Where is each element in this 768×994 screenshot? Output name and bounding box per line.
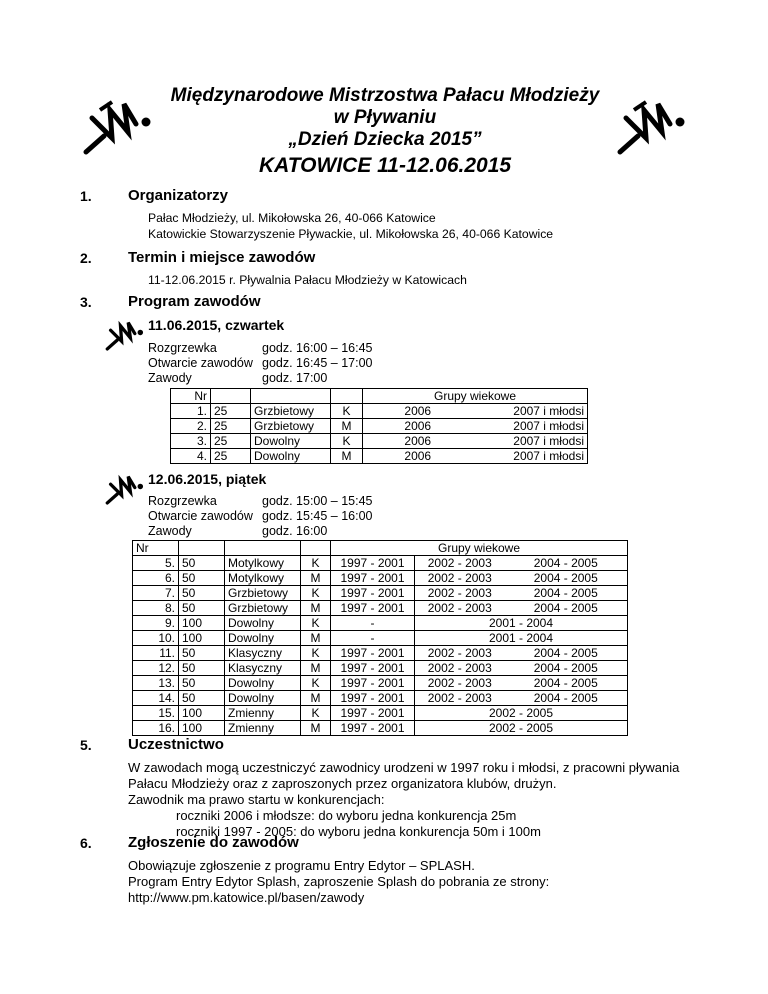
- cell-group: 2004 - 2005: [505, 661, 628, 676]
- cell-group: 2004 - 2005: [505, 601, 628, 616]
- cell-group: -: [331, 616, 415, 631]
- table-row: [171, 449, 588, 464]
- cell-sex: K: [331, 434, 363, 449]
- cell-sex: K: [301, 586, 331, 601]
- schedule-label: Otwarcie zawodów: [148, 356, 253, 370]
- cell-group: 1997 - 2001: [331, 571, 415, 586]
- cell-style: Dowolny: [225, 691, 301, 706]
- entry-line-2: Program Entry Edytor Splash, zaproszenie Splash do pobrania ze strony:: [128, 874, 550, 889]
- venue-line: 11-12.06.2015 r. Pływalnia Pałacu Młodzieży w Katowicach: [148, 273, 467, 287]
- cell-group: 1997 - 2001: [331, 661, 415, 676]
- cell-sex: M: [331, 449, 363, 464]
- section-2-title: Termin i miejsce zawodów: [128, 249, 316, 266]
- section-5-title: Uczestnictwo: [128, 736, 224, 753]
- cell-group: 2006: [363, 419, 473, 434]
- participation-line-4: roczniki 2006 i młodsze: do wyboru jedna konkurencja 25m: [176, 808, 517, 823]
- cell-nr: 15.: [133, 706, 179, 721]
- cell-group: 2006: [363, 434, 473, 449]
- cell-distance: 100: [179, 631, 225, 646]
- cell-nr: 4.: [171, 449, 211, 464]
- table-row: [133, 631, 628, 646]
- cell-sex: M: [301, 721, 331, 736]
- cell-group: 2006: [363, 449, 473, 464]
- cell-distance: 100: [179, 616, 225, 631]
- cell-style: Klasyczny: [225, 661, 301, 676]
- cell-group: 2004 - 2005: [505, 676, 628, 691]
- cell-sex: K: [301, 616, 331, 631]
- cell-group: 1997 - 2001: [331, 721, 415, 736]
- cell-group: 2002 - 2003: [415, 601, 505, 616]
- schedule-time: godz. 16:00: [262, 524, 328, 538]
- participation-line-3: Zawodnik ma prawo startu w konkurencjach:: [128, 792, 385, 807]
- table-row: [133, 616, 628, 631]
- cell-nr: 5.: [133, 556, 179, 571]
- cell-sex: K: [301, 556, 331, 571]
- cell-group: 2006: [363, 404, 473, 419]
- entry-link[interactable]: http://www.pm.katowice.pl/basen/zawody: [128, 890, 365, 905]
- schedule-label: Rozgrzewka: [148, 341, 217, 355]
- title-line-3: „Dzień Dziecka 2015”: [288, 129, 482, 150]
- day-1-schedule: [148, 341, 373, 386]
- cell-style: Klasyczny: [225, 646, 301, 661]
- cell-distance: 25: [211, 404, 251, 419]
- entry-line-1: Obowiązuje zgłoszenie z programu Entry Edytor – SPLASH.: [128, 858, 475, 873]
- schedule-time: godz. 15:00 – 15:45: [262, 494, 373, 508]
- table-header-row: [133, 541, 628, 556]
- cell-distance: 100: [179, 721, 225, 736]
- table-row: [171, 419, 588, 434]
- cell-sex: K: [301, 706, 331, 721]
- table-row: [133, 691, 628, 706]
- cell-distance: 50: [179, 676, 225, 691]
- cell-nr: 12.: [133, 661, 179, 676]
- title-line-1: Międzynarodowe Mistrzostwa Pałacu Młodzieży: [170, 85, 600, 106]
- cell-group: 2002 - 2003: [415, 691, 505, 706]
- cell-group: -: [331, 631, 415, 646]
- cell-group: 2007 i młodsi: [473, 404, 588, 419]
- cell-group: 1997 - 2001: [331, 706, 415, 721]
- schedule-label: Otwarcie zawodów: [148, 509, 253, 523]
- cell-style: Dowolny: [225, 616, 301, 631]
- day-1-heading: 11.06.2015, czwartek: [148, 317, 285, 333]
- cell-group: 1997 - 2001: [331, 556, 415, 571]
- cell-style: Grzbietowy: [251, 419, 331, 434]
- organizer-1: Pałac Młodzieży, ul. Mikołowska 26, 40-066 Katowice: [148, 211, 436, 225]
- cell-distance: 25: [211, 434, 251, 449]
- cell-sex: M: [301, 661, 331, 676]
- cell-group: 2007 i młodsi: [473, 419, 588, 434]
- cell-group: 1997 - 2001: [331, 676, 415, 691]
- cell-group: 2002 - 2005: [415, 721, 628, 736]
- schedule-time: godz. 16:00 – 16:45: [262, 341, 373, 355]
- cell-distance: 50: [179, 691, 225, 706]
- table-row: [133, 571, 628, 586]
- participation-line-1: W zawodach mogą uczestniczyć zawodnicy urodzeni w 1997 roku i młodsi, z pracowni pływania: [128, 760, 680, 775]
- title-line-2: w Pływaniu: [333, 107, 437, 128]
- cell-style: Zmienny: [225, 706, 301, 721]
- cell-nr: 13.: [133, 676, 179, 691]
- swimmer-logo-right-icon: [614, 90, 694, 156]
- cell-nr: 7.: [133, 586, 179, 601]
- cell-group: 2002 - 2003: [415, 586, 505, 601]
- cell-group: 2001 - 2004: [415, 616, 628, 631]
- nr-header: Nr: [171, 389, 211, 404]
- cell-group: 1997 - 2001: [331, 601, 415, 616]
- section-3-title: Program zawodów: [128, 293, 261, 310]
- day-2-events-table: [132, 540, 628, 736]
- cell-style: Dowolny: [251, 434, 331, 449]
- cell-style: Grzbietowy: [251, 404, 331, 419]
- cell-group: 2002 - 2003: [415, 676, 505, 691]
- cell-group: 1997 - 2001: [331, 646, 415, 661]
- cell-distance: 50: [179, 571, 225, 586]
- groups-header: Grupy wiekowe: [363, 389, 588, 404]
- schedule-time: godz. 17:00: [262, 371, 328, 385]
- participation-line-2: Pałacu Młodzieży oraz z zaproszonych przez organizatora klubów, drużyn.: [128, 776, 557, 791]
- cell-nr: 14.: [133, 691, 179, 706]
- cell-sex: M: [301, 601, 331, 616]
- cell-sex: K: [301, 646, 331, 661]
- cell-style: Motylkowy: [225, 556, 301, 571]
- table-row: [133, 676, 628, 691]
- cell-distance: 50: [179, 661, 225, 676]
- cell-group: 2007 i młodsi: [473, 434, 588, 449]
- cell-nr: 1.: [171, 404, 211, 419]
- cell-distance: 100: [179, 706, 225, 721]
- cell-nr: 16.: [133, 721, 179, 736]
- schedule-time: godz. 16:45 – 17:00: [262, 356, 373, 370]
- cell-group: 2002 - 2003: [415, 556, 505, 571]
- cell-group: 2002 - 2003: [415, 571, 505, 586]
- participation-line-5: roczniki 1997 - 2005: do wyboru jedna konkurencja 50m i 100m: [176, 824, 541, 839]
- table-row: [133, 646, 628, 661]
- cell-sex: K: [301, 676, 331, 691]
- schedule-time: godz. 15:45 – 16:00: [262, 509, 373, 523]
- table-header-row: [171, 389, 588, 404]
- schedule-label: Zawody: [148, 524, 192, 538]
- schedule-label: Zawody: [148, 371, 192, 385]
- cell-group: 2004 - 2005: [505, 571, 628, 586]
- cell-style: Zmienny: [225, 721, 301, 736]
- table-row: [133, 586, 628, 601]
- cell-group: 2004 - 2005: [505, 556, 628, 571]
- cell-style: Grzbietowy: [225, 586, 301, 601]
- cell-group: 2004 - 2005: [505, 691, 628, 706]
- table-row: [133, 601, 628, 616]
- section-1-title: Organizatorzy: [128, 187, 229, 204]
- cell-nr: 8.: [133, 601, 179, 616]
- cell-style: Dowolny: [251, 449, 331, 464]
- section-1-number: 1.: [80, 188, 92, 204]
- cell-distance: 50: [179, 586, 225, 601]
- section-6-number: 6.: [80, 835, 92, 851]
- swimmer-small-icon: [104, 314, 148, 352]
- cell-sex: M: [301, 691, 331, 706]
- cell-group: 2001 - 2004: [415, 631, 628, 646]
- cell-group: 2002 - 2003: [415, 646, 505, 661]
- table-row: [133, 706, 628, 721]
- cell-style: Dowolny: [225, 676, 301, 691]
- groups-header: Grupy wiekowe: [331, 541, 628, 556]
- schedule-label: Rozgrzewka: [148, 494, 217, 508]
- cell-distance: 25: [211, 449, 251, 464]
- cell-distance: 50: [179, 601, 225, 616]
- city-date: KATOWICE 11-12.06.2015: [258, 154, 512, 177]
- nr-header: Nr: [133, 541, 179, 556]
- organizer-2: Katowickie Stowarzyszenie Pływackie, ul. Mikołowska 26, 40-066 Katowice: [148, 227, 554, 241]
- swimmer-logo-left-icon: [80, 90, 160, 156]
- table-row: [133, 721, 628, 736]
- table-row: [133, 661, 628, 676]
- cell-style: Grzbietowy: [225, 601, 301, 616]
- section-3-number: 3.: [80, 294, 92, 310]
- swimmer-small-icon: [104, 468, 148, 506]
- table-row: [133, 556, 628, 571]
- cell-group: 2004 - 2005: [505, 646, 628, 661]
- page-title: [150, 85, 620, 151]
- cell-style: Motylkowy: [225, 571, 301, 586]
- cell-sex: M: [301, 571, 331, 586]
- cell-nr: 6.: [133, 571, 179, 586]
- cell-nr: 11.: [133, 646, 179, 661]
- cell-nr: 9.: [133, 616, 179, 631]
- section-6-title: Zgłoszenie do zawodów: [128, 834, 299, 851]
- cell-group: 2004 - 2005: [505, 586, 628, 601]
- cell-nr: 10.: [133, 631, 179, 646]
- cell-group: 1997 - 2001: [331, 586, 415, 601]
- cell-distance: 25: [211, 419, 251, 434]
- cell-style: Dowolny: [225, 631, 301, 646]
- section-5-number: 5.: [80, 737, 92, 753]
- cell-sex: M: [301, 631, 331, 646]
- cell-sex: M: [331, 419, 363, 434]
- cell-nr: 3.: [171, 434, 211, 449]
- day-2-schedule: [148, 494, 373, 539]
- day-1-events-table: [170, 388, 588, 464]
- cell-sex: K: [331, 404, 363, 419]
- day-2-heading: 12.06.2015, piątek: [148, 471, 267, 487]
- cell-group: 2002 - 2003: [415, 661, 505, 676]
- table-row: [171, 404, 588, 419]
- cell-group: 1997 - 2001: [331, 691, 415, 706]
- table-row: [171, 434, 588, 449]
- cell-nr: 2.: [171, 419, 211, 434]
- cell-distance: 50: [179, 556, 225, 571]
- cell-distance: 50: [179, 646, 225, 661]
- cell-group: 2007 i młodsi: [473, 449, 588, 464]
- cell-group: 2002 - 2005: [415, 706, 628, 721]
- section-2-number: 2.: [80, 250, 92, 266]
